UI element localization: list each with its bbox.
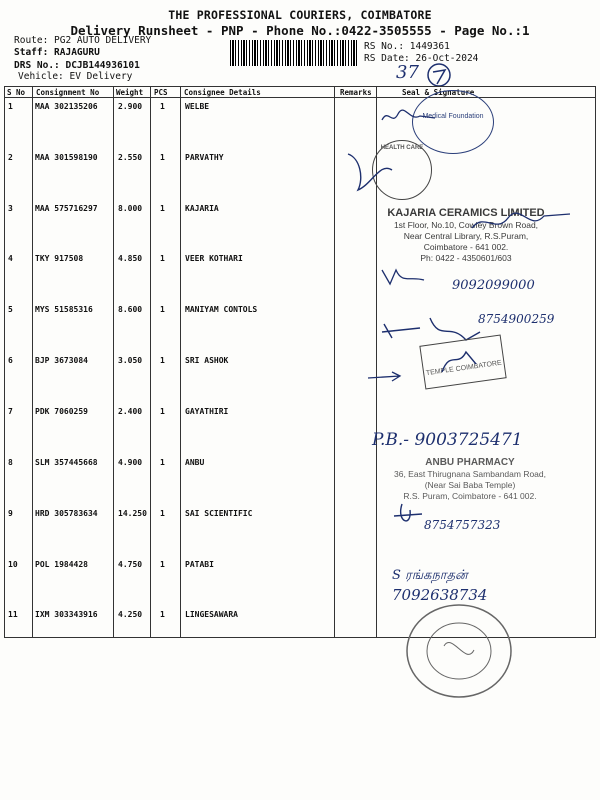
handwritten-phone-row4: 9092099000: [452, 278, 535, 293]
table-row: [4, 544, 596, 594]
drs-number: DRS No.: DCJB144936101: [14, 60, 140, 71]
row-weight: 4.900: [118, 458, 143, 467]
row-pcs: 1: [160, 407, 165, 416]
row-sno: 10: [8, 560, 18, 569]
rs-date: RS Date: 26-Oct-2024: [364, 53, 479, 64]
kajaria-stamp: KAJARIA CERAMICS LIMITED 1st Floor, No.10, Cowley Brown Road, Near Central Library, R.S.Puram, Coimbatore - 641 002. Ph: 0422 - 4350601/603: [387, 207, 545, 264]
anbu-pharmacy-stamp: ANBU PHARMACY 36, East Thirugnana Sambandam Road, (Near Sai Baba Temple) R.S. Puram, Coimbatore - 641 002.: [394, 457, 546, 502]
row-weight: 3.050: [118, 356, 143, 365]
row-consignee: GAYATHIRI: [185, 407, 229, 416]
row-consignee: WELBE: [185, 102, 210, 111]
row-sno: 6: [8, 356, 13, 365]
row-consignment: MAA 575716297: [35, 204, 98, 213]
row-consignment: MAA 302135206: [35, 102, 98, 111]
handwritten-name-row10: S ரங்கநாதன்: [392, 568, 468, 583]
signature-row3: [470, 208, 580, 238]
row-consignee: SRI ASHOK: [185, 356, 229, 365]
health-care-stamp: HEALTH CARE: [372, 140, 432, 200]
barcode-image: [230, 40, 358, 66]
row-pcs: 1: [160, 560, 165, 569]
row-sno: 5: [8, 305, 13, 314]
row-weight: 8.000: [118, 204, 143, 213]
route-text: Route: PG2 AUTO DELIVERY: [14, 35, 152, 46]
row-sno: 3: [8, 204, 13, 213]
row-consignment: PDK 7060259: [35, 407, 88, 416]
signature-row4: [380, 266, 430, 288]
row-consignment: MYS 51585316: [35, 305, 93, 314]
vehicle-text: Vehicle: EV Delivery: [18, 71, 133, 82]
row-consignee: PATABI: [185, 560, 214, 569]
row-sno: 1: [8, 102, 13, 111]
row-pcs: 1: [160, 356, 165, 365]
row-sno: 9: [8, 509, 13, 518]
row-consignment: IXM 303343916: [35, 610, 98, 619]
col-header-pcs: PCS: [154, 88, 168, 97]
handwritten-phone-row10: 7092638734: [392, 586, 488, 604]
row-pcs: 1: [160, 305, 165, 314]
row-sno: 4: [8, 254, 13, 263]
row-sno: 11: [8, 610, 18, 619]
row-consignment: BJP 3673084: [35, 356, 88, 365]
rs-number: RS No.: 1449361: [364, 41, 450, 52]
row-pcs: 1: [160, 610, 165, 619]
row-consignment: POL 1984428: [35, 560, 88, 569]
temple-stamp: TEMPLE COIMBATORE: [419, 335, 506, 390]
col-header-weight: Weight: [116, 88, 144, 97]
row-weight: 4.750: [118, 560, 143, 569]
row-weight: 14.250: [118, 509, 147, 518]
row-consignee: ANBU: [185, 458, 205, 467]
table-row: [4, 86, 596, 136]
col-header-remarks: Remarks: [340, 88, 372, 97]
row-pcs: 1: [160, 102, 165, 111]
runsheet-table: [4, 86, 596, 638]
row-consignee: KAJARIA: [185, 204, 219, 213]
arrow-row6: [366, 370, 406, 384]
handwritten-pb-phone: P.B.- 9003725471: [372, 430, 523, 450]
staff-text: Staff: RAJAGURU: [14, 47, 100, 58]
signature-row1: [380, 108, 440, 128]
signature-row2: [346, 148, 406, 198]
col-header-consignee: Consignee Details: [184, 88, 261, 97]
row-pcs: 1: [160, 509, 165, 518]
row-weight: 2.400: [118, 407, 143, 416]
row-sno: 7: [8, 407, 13, 416]
row-pcs: 1: [160, 153, 165, 162]
bottom-round-stamp: [404, 602, 514, 700]
row-consignment: SLM 357445668: [35, 458, 98, 467]
table-row: [4, 137, 596, 187]
row-consignee: PARVATHY: [185, 153, 224, 162]
row-weight: 2.550: [118, 153, 143, 162]
row-consignment: HRD 305783634: [35, 509, 98, 518]
handwritten-phone-row5: 8754900259: [478, 312, 555, 326]
row-consignee: SAI SCIENTIFIC: [185, 509, 253, 518]
row-sno: 8: [8, 458, 13, 467]
runsheet-subtitle: Delivery Runsheet - PNP - Phone No.:0422-3505555 - Page No.:1: [70, 23, 530, 38]
row-consignee: MANIYAM CONTOLS: [185, 305, 258, 314]
row-consignment: MAA 301598190: [35, 153, 98, 162]
row-consignment: TKY 917508: [35, 254, 84, 263]
row-consignee: VEER KOTHARI: [185, 254, 243, 263]
row-weight: 8.600: [118, 305, 143, 314]
circled-mark: [425, 62, 457, 88]
row-consignee: LINGESAWARA: [185, 610, 238, 619]
company-title: THE PROFESSIONAL COURIERS, COIMBATORE: [168, 8, 432, 22]
row-sno: 2: [8, 153, 13, 162]
signature-row6: [440, 346, 480, 376]
handwritten-count: 37: [396, 62, 419, 83]
row-weight: 4.850: [118, 254, 143, 263]
row-pcs: 1: [160, 458, 165, 467]
medical-foundation-stamp: Medical Foundation: [412, 90, 494, 154]
row-pcs: 1: [160, 204, 165, 213]
row-weight: 4.250: [118, 610, 143, 619]
table-row: [4, 340, 596, 390]
row-pcs: 1: [160, 254, 165, 263]
col-header-consignment: Consignment No: [36, 88, 100, 97]
row-weight: 2.900: [118, 102, 143, 111]
col-header-signature: Seal & Signature: [402, 88, 475, 97]
col-header-sno: S No: [7, 88, 26, 97]
handwritten-phone-row9: 8754757323: [424, 518, 501, 532]
